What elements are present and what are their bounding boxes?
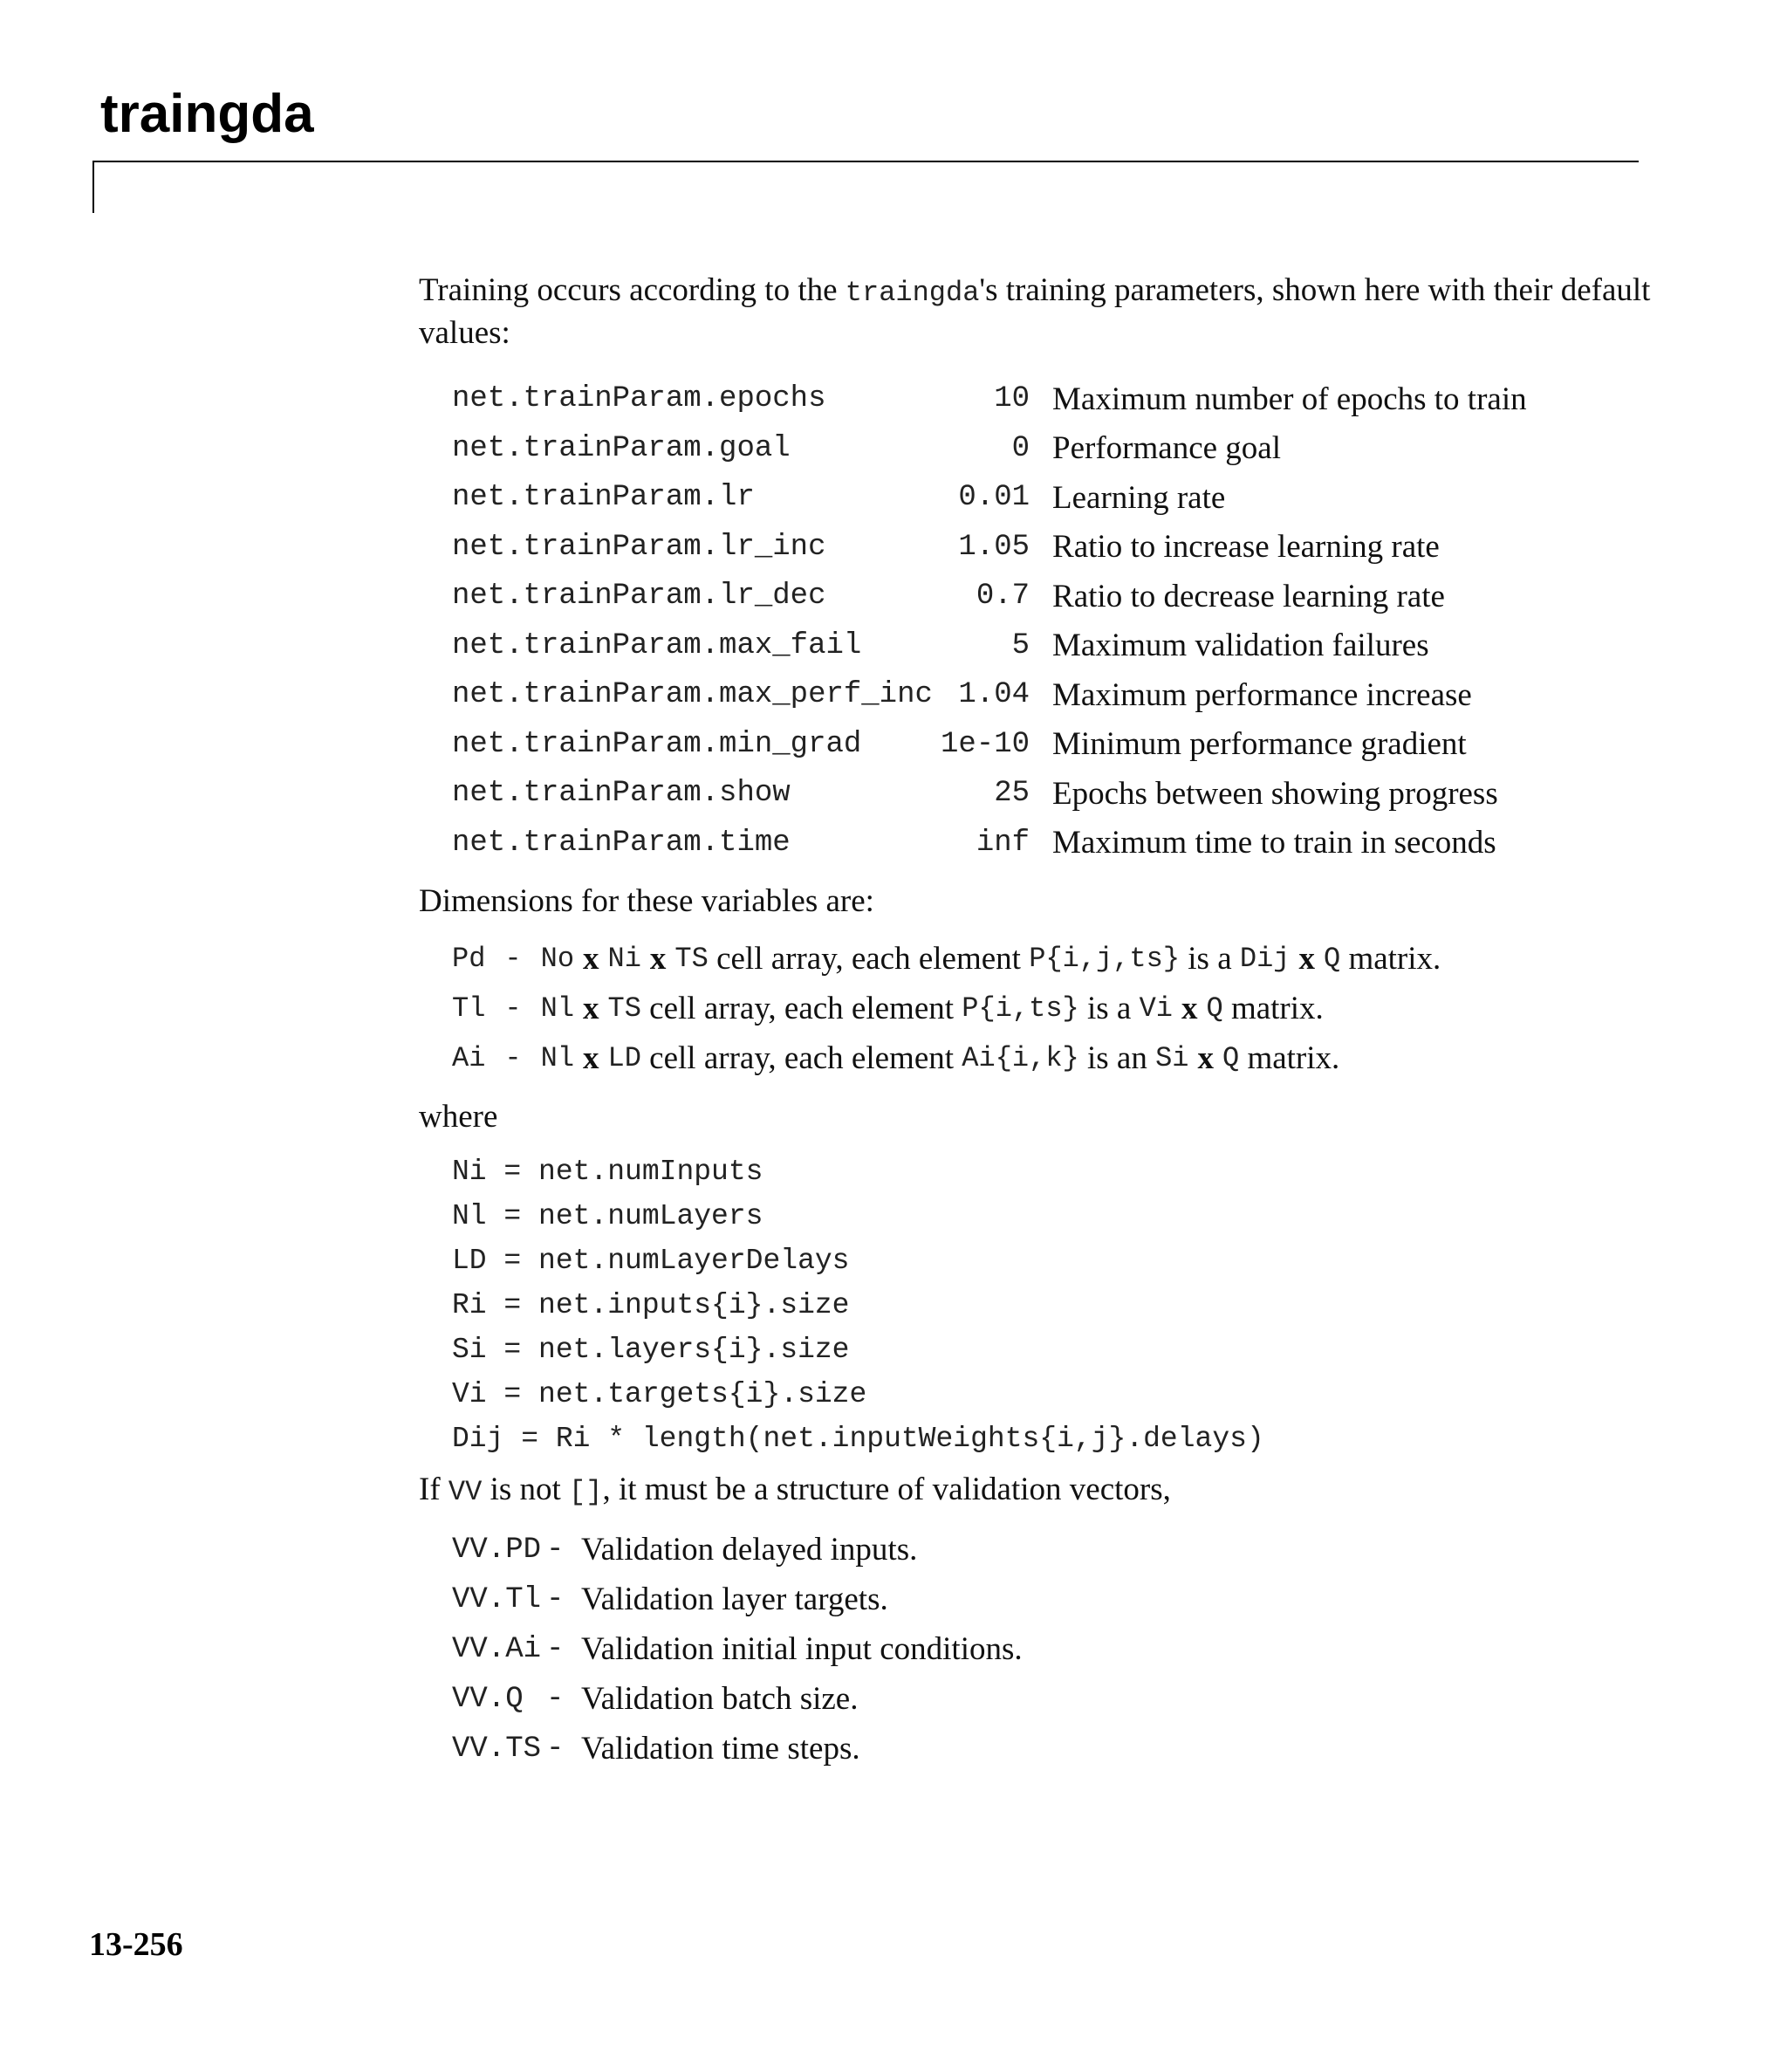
param-name: net.trainParam.min_grad <box>452 727 862 761</box>
vv-dash: - <box>546 1582 565 1616</box>
param-desc: Maximum performance increase <box>1052 676 1472 713</box>
param-row <box>452 621 1527 671</box>
vv-item <box>452 1624 1658 1674</box>
where-definition: Dij = Ri * length(net.inputWeights{i,j}.delays) <box>452 1423 1264 1455</box>
dim-text: matrix. <box>1348 941 1441 977</box>
dim-var: Pd <box>452 943 486 975</box>
intro-code: traingda <box>845 277 980 309</box>
dim-times: x <box>583 941 599 977</box>
title-rule-vertical <box>92 161 94 213</box>
vv-dash: - <box>546 1732 565 1766</box>
dim-text: matrix. <box>1230 991 1324 1026</box>
param-row <box>452 670 1527 720</box>
intro-text-after: 's training parameters, shown here with their default values: <box>419 272 1651 351</box>
dim-element: Ai{i,k} <box>962 1042 1079 1074</box>
dimension-row-tl <box>452 984 1658 1033</box>
param-value: 0 <box>1011 431 1030 465</box>
param-value: 10 <box>994 382 1030 416</box>
where-line <box>452 1149 1658 1194</box>
dim-matrix-cols: Q <box>1324 943 1341 975</box>
where-line <box>452 1238 1658 1283</box>
param-value: inf <box>976 826 1030 860</box>
param-desc: Maximum number of epochs to train <box>1052 381 1527 417</box>
vv-dash: - <box>546 1682 565 1716</box>
dim-size-1: No <box>540 943 575 975</box>
param-value: 1e-10 <box>941 727 1030 761</box>
where-definition: Ni = net.numInputs <box>452 1156 763 1188</box>
param-value: 0.7 <box>976 580 1030 614</box>
where-line <box>452 1328 1658 1372</box>
main-content <box>419 271 1658 1774</box>
page-number: 13-256 <box>89 1926 183 1963</box>
param-desc: Ratio to increase learning rate <box>1052 529 1440 566</box>
param-desc: Maximum validation failures <box>1052 628 1429 664</box>
vv-key: VV.Q <box>452 1682 524 1716</box>
where-heading: where <box>419 1099 498 1135</box>
dim-var: Ai <box>452 1042 486 1074</box>
param-name: net.trainParam.time <box>452 826 791 860</box>
vv-intro-is-not: is not <box>490 1472 561 1507</box>
dim-times: x <box>583 991 599 1026</box>
dim-matrix-cols: Q <box>1222 1042 1240 1074</box>
param-row <box>452 523 1527 573</box>
param-value: 1.04 <box>958 678 1030 712</box>
param-name: net.trainParam.lr_inc <box>452 530 826 564</box>
param-row <box>452 572 1527 621</box>
param-row <box>452 720 1527 770</box>
dim-text: is a <box>1188 941 1232 977</box>
vv-item <box>452 1674 1658 1724</box>
param-name: net.trainParam.epochs <box>452 382 826 416</box>
vv-intro-paragraph <box>419 1470 1658 1513</box>
param-desc: Epochs between showing progress <box>1052 775 1498 812</box>
param-value: 25 <box>994 777 1030 811</box>
vv-desc: Validation initial input conditions. <box>581 1631 1023 1667</box>
dim-dash: - <box>504 943 522 975</box>
vv-item <box>452 1724 1658 1774</box>
vv-desc: Validation layer targets. <box>581 1581 888 1617</box>
param-row <box>452 424 1527 474</box>
vv-list <box>452 1525 1658 1774</box>
dim-text: is an <box>1086 1040 1147 1076</box>
where-definition: Ri = net.inputs{i}.size <box>452 1289 850 1321</box>
dim-text: is a <box>1086 991 1132 1026</box>
param-row <box>452 374 1527 424</box>
vv-key: VV.TS <box>452 1732 542 1766</box>
vv-desc: Validation time steps. <box>581 1731 860 1767</box>
param-desc: Maximum time to train in seconds <box>1052 825 1496 861</box>
dim-text: matrix. <box>1247 1040 1340 1076</box>
where-definition: Vi = net.targets{i}.size <box>452 1378 867 1410</box>
param-row <box>452 819 1527 868</box>
dim-dash: - <box>504 992 522 1025</box>
dim-times: x <box>1181 991 1198 1026</box>
param-table <box>452 374 1527 868</box>
page-title: traingda <box>100 84 314 144</box>
where-line <box>452 1417 1658 1461</box>
dim-times: x <box>1197 1040 1214 1076</box>
where-definition: LD = net.numLayerDelays <box>452 1245 850 1277</box>
dim-element: P{i,j,ts} <box>1029 943 1181 975</box>
vv-intro-var: VV <box>448 1476 483 1508</box>
dim-size-2: TS <box>607 992 641 1025</box>
param-name: net.trainParam.goal <box>452 431 791 465</box>
vv-intro-if: If <box>419 1472 441 1507</box>
where-line <box>452 1372 1658 1417</box>
dim-text: cell array, each element <box>716 941 1021 977</box>
dim-element: P{i,ts} <box>962 992 1079 1025</box>
dim-size-3: TS <box>674 943 709 975</box>
dim-matrix-rows: Vi <box>1139 992 1173 1025</box>
dim-var: Tl <box>452 992 486 1025</box>
vv-key: VV.Ai <box>452 1632 542 1666</box>
param-desc: Minimum performance gradient <box>1052 726 1467 763</box>
where-list <box>452 1149 1658 1461</box>
vv-key: VV.Tl <box>452 1582 542 1616</box>
dimensions-heading: Dimensions for these variables are: <box>419 883 874 919</box>
where-line <box>452 1283 1658 1328</box>
dim-size-2: Ni <box>607 943 641 975</box>
intro-paragraph <box>419 271 1658 353</box>
param-name: net.trainParam.max_perf_inc <box>452 678 933 712</box>
param-value: 0.01 <box>958 481 1030 515</box>
vv-item <box>452 1575 1658 1624</box>
vv-desc: Validation delayed inputs. <box>581 1532 918 1568</box>
title-rule-horizontal <box>92 161 1639 162</box>
param-desc: Performance goal <box>1052 430 1281 467</box>
where-definition: Si = net.layers{i}.size <box>452 1334 850 1366</box>
vv-desc: Validation batch size. <box>581 1681 859 1717</box>
vv-intro-empty: [] <box>569 1476 603 1508</box>
vv-intro-rest: , it must be a structure of validation vectors, <box>602 1472 1171 1507</box>
param-name: net.trainParam.lr <box>452 481 755 515</box>
param-desc: Ratio to decrease learning rate <box>1052 578 1445 614</box>
dim-times: x <box>1298 941 1315 977</box>
dim-text: cell array, each element <box>649 991 955 1026</box>
dim-size-1: Nl <box>540 1042 575 1074</box>
vv-item <box>452 1525 1658 1575</box>
dim-times: x <box>583 1040 599 1076</box>
dim-matrix-rows: Dij <box>1239 943 1291 975</box>
param-name: net.trainParam.show <box>452 777 791 811</box>
vv-key: VV.PD <box>452 1533 542 1567</box>
vv-dash: - <box>546 1632 565 1666</box>
dimensions-list <box>452 934 1658 1083</box>
dim-size-1: Nl <box>540 992 575 1025</box>
where-definition: Nl = net.numLayers <box>452 1200 763 1232</box>
dim-dash: - <box>504 1042 522 1074</box>
intro-text-before: Training occurs according to the <box>419 272 846 308</box>
param-name: net.trainParam.max_fail <box>452 628 862 662</box>
param-value: 5 <box>1011 628 1030 662</box>
dim-matrix-rows: Si <box>1155 1042 1189 1074</box>
dim-size-2: LD <box>607 1042 641 1074</box>
dim-matrix-cols: Q <box>1206 992 1223 1025</box>
dimension-row-pd <box>452 934 1658 984</box>
dimension-row-ai <box>452 1033 1658 1083</box>
param-row <box>452 769 1527 819</box>
param-row <box>452 473 1527 523</box>
dim-text: cell array, each element <box>649 1040 955 1076</box>
param-desc: Learning rate <box>1052 479 1226 516</box>
where-line <box>452 1194 1658 1238</box>
param-value: 1.05 <box>958 530 1030 564</box>
param-name: net.trainParam.lr_dec <box>452 580 826 614</box>
vv-dash: - <box>546 1533 565 1567</box>
dim-times: x <box>649 941 667 977</box>
